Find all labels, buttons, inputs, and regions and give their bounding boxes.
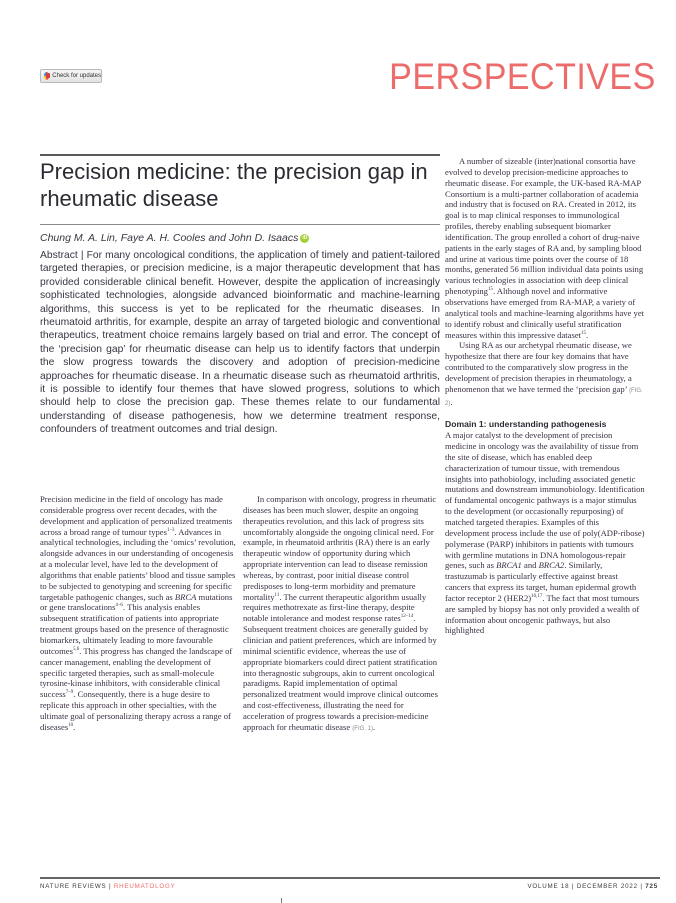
section-label: PERSPECTIVES	[389, 56, 656, 97]
citation[interactable]: 15	[581, 330, 587, 336]
issue-info: VOLUME 18 | DECEMBER 2022 | 725	[527, 883, 658, 890]
citation[interactable]: 7–9	[65, 690, 74, 696]
citation[interactable]: 11	[274, 592, 280, 598]
author-list	[40, 232, 309, 244]
article-title: Precision medicine: the precision gap in rheumatic disease	[40, 159, 428, 211]
abstract-text: For many oncological conditions, the application of timely and patient-tailored targeted therapies, or precision medicine, is a major therapeutic development that has provided considerable clinical benefit. However, despite the application of increasingly sophisticated technologies, alongside advanced bioinformatic and machine-learning algorithms, this success is yet to be replicated for the rheumatic diseases. In rheumatoid arthritis, for example, despite an array of targeted biologic and conventional therapeutics, treatment choice remains largely based on trial and error. The concept of the ‘precision gap’ for rheumatic disease can help us to identify factors that underpin the slow progress towards the discovery and adoption of precision-medicine approaches for rheumatic disease. In a rheumatic disease such as rheumatoid arthritis, it is possible to identify four themes that have slowed progress, solutions to which should help to close the precision gap. These themes relate to our fundamental understanding of disease pathogenesis, how we determine treatment response, confounders of treatment outcomes and trial design.	[40, 250, 440, 436]
paragraph: Using RA as our archetypal rheumatic disease, we hypothesize that there are four key domains that have contributed to the comparatively slow progress in the development of precision therapies in rheumatology, a phenomenon that we have termed the ‘precision gap’ (FIG. 2).	[445, 340, 643, 407]
title-bottom-rule	[40, 224, 440, 225]
paragraph: In comparison with oncology, progress in rheumatic diseases has been much slower, despite an ongoing therapeutics revolution, and this lack of progress sits uncomfortably alongside the ongoing clinical need. For example, in rheumatoid arthritis (RA) there is an early therapeutic window of opportunity during which appropriate intervention can lead to disease remission whereas, by contrast, poor initial disease control predisposes to long-term morbidity and premature mortality$^{11}$. The current therapeutic algorithm usually requires methotrexate as first-line therapy, despite notable intolerance and modest response rates$^{12-14}$. Subsequent treatment choices are generally guided by clinician and patient preferences, which are informed by minimal scientific evidence, whereas the use of appropriate biomarkers could direct patient stratification into theragnostic subgroups, akin to current oncological paradigms. Rapid implementation of optimal personalized treatment would improve clinical outcomes and cost-effectiveness, illustrating the need for acceleration of progress towards a precision-medicine approach for rheumatic disease (FIG. 1).	[243, 494, 438, 732]
figure-link[interactable]: (FIG. 2)	[445, 387, 643, 407]
footer-rule	[40, 877, 660, 879]
citation[interactable]: 4–6	[115, 603, 123, 609]
body-column-3	[445, 156, 645, 636]
crossmark-icon	[44, 72, 49, 80]
figure-link[interactable]: (FIG. 1)	[352, 725, 373, 732]
abstract	[40, 249, 440, 437]
journal-name: NATURE REVIEWS | RHEUMATOLOGY	[40, 883, 176, 890]
page-tick-mark	[281, 898, 282, 903]
authors-text: Chung M. A. Lin, Faye A. H. Cooles and John D. Isaacs	[40, 232, 299, 244]
check-for-updates-label: Check for updates	[52, 73, 101, 79]
citation[interactable]: 15	[487, 287, 493, 293]
paragraph: Precision medicine in the field of oncology has made considerable progress over recent decades, with the development and application of personalized treatments across a broad range of tumour types$^{1-3}$. Advances in analytical technologies, including the ‘omics’ revolution, alongside advances in our understanding of oncogenesis at a molecular level, have led to the development of algorithms that enable patients’ blood and tissue samples to be subjected to genotyping and screening for specific targetable pathogenic changes, such as BRCA mutations or gene translocations$^{4-6}$. This analysis enables subsequent stratification of patients into appropriate treatment groups based on the presence of theragnostic biomarkers, ultimately leading to more favourable outcomes$^{5,6}$. This progress has changed the landscape of cancer management, enabling the development of specific targeted therapies, such as small-molecule tyrosine-kinase inhibitors, with considerable clinical success$^{7-9}$. Consequently, there is a huge desire to replicate this approach in other specialties, with the ultimate goal of personalizing therapy across a range of diseases$^{10}$.	[40, 494, 236, 732]
body-column-1	[40, 494, 236, 733]
title-top-rule	[40, 154, 440, 156]
citation[interactable]: 5,6	[72, 646, 80, 652]
citation[interactable]: 16,17	[531, 593, 543, 599]
citation[interactable]: 12–14	[400, 614, 414, 620]
section-heading: Domain 1: understanding pathogenesis	[445, 419, 607, 430]
paragraph: A number of sizeable (inter)national consortia have evolved to develop precision-medicine approaches to rheumatic disease. For example, the UK-based RA-MAP Consortium is a multi-partner collaboration of academia and industry that is focused on RA. Created in 2012, its goal is to map clinical responses to immunological profiles, thereby enabling subsequent biomarker identification. The group enrolled a cohort of drug-naive patients in the early stages of RA and, by sampling blood and urine at various time points over the course of 18 months, generated 56 million individual data points using various technologies in association with deep clinical phenotyping$^{15}$. Although novel and informative observations have emerged from RA-MAP, a variety of analytical tools and machine-learning algorithms have yet to identify robust and clinically useful stratification measures within this impressive dataset$^{15}$.	[445, 156, 645, 340]
journal-subtitle: RHEUMATOLOGY	[113, 883, 176, 890]
body-column-2	[243, 494, 439, 735]
citation[interactable]: 1–3	[166, 527, 175, 533]
page-number: 725	[645, 883, 658, 890]
orcid-icon[interactable]: iD	[302, 235, 308, 241]
abstract-heading: Abstract |	[40, 250, 84, 261]
citation[interactable]: 10	[68, 722, 74, 728]
paragraph: A major catalyst to the development of precision medicine in oncology was the availability of tissue from the site of disease, which has enabled deep characterization of tumour tissue, with tremendous insights into pathobiology, including associated genetic mutations and downstream immunobiology. Identification of fundamental oncogenic pathways is a major stimulus to the development (or occasionally repurposing) of matched targeted therapies. Examples of this development process include the use of poly(ADP-ribose) polymerase (PARP) inhibitors in patients with tumours with germline mutations in DNA homologous-repair genes, such as BRCA1 and BRCA2. Similarly, trastuzumab is particularly effective against breast cancers that express its target, human epidermal growth factor receptor 2 $(HER2)^{16,17}$. The fact that most tumours are sampled by biopsy has not only provided a wealth of information about oncogenic pathways, but also highlighted	[445, 430, 645, 636]
check-for-updates-button[interactable]	[40, 69, 102, 83]
